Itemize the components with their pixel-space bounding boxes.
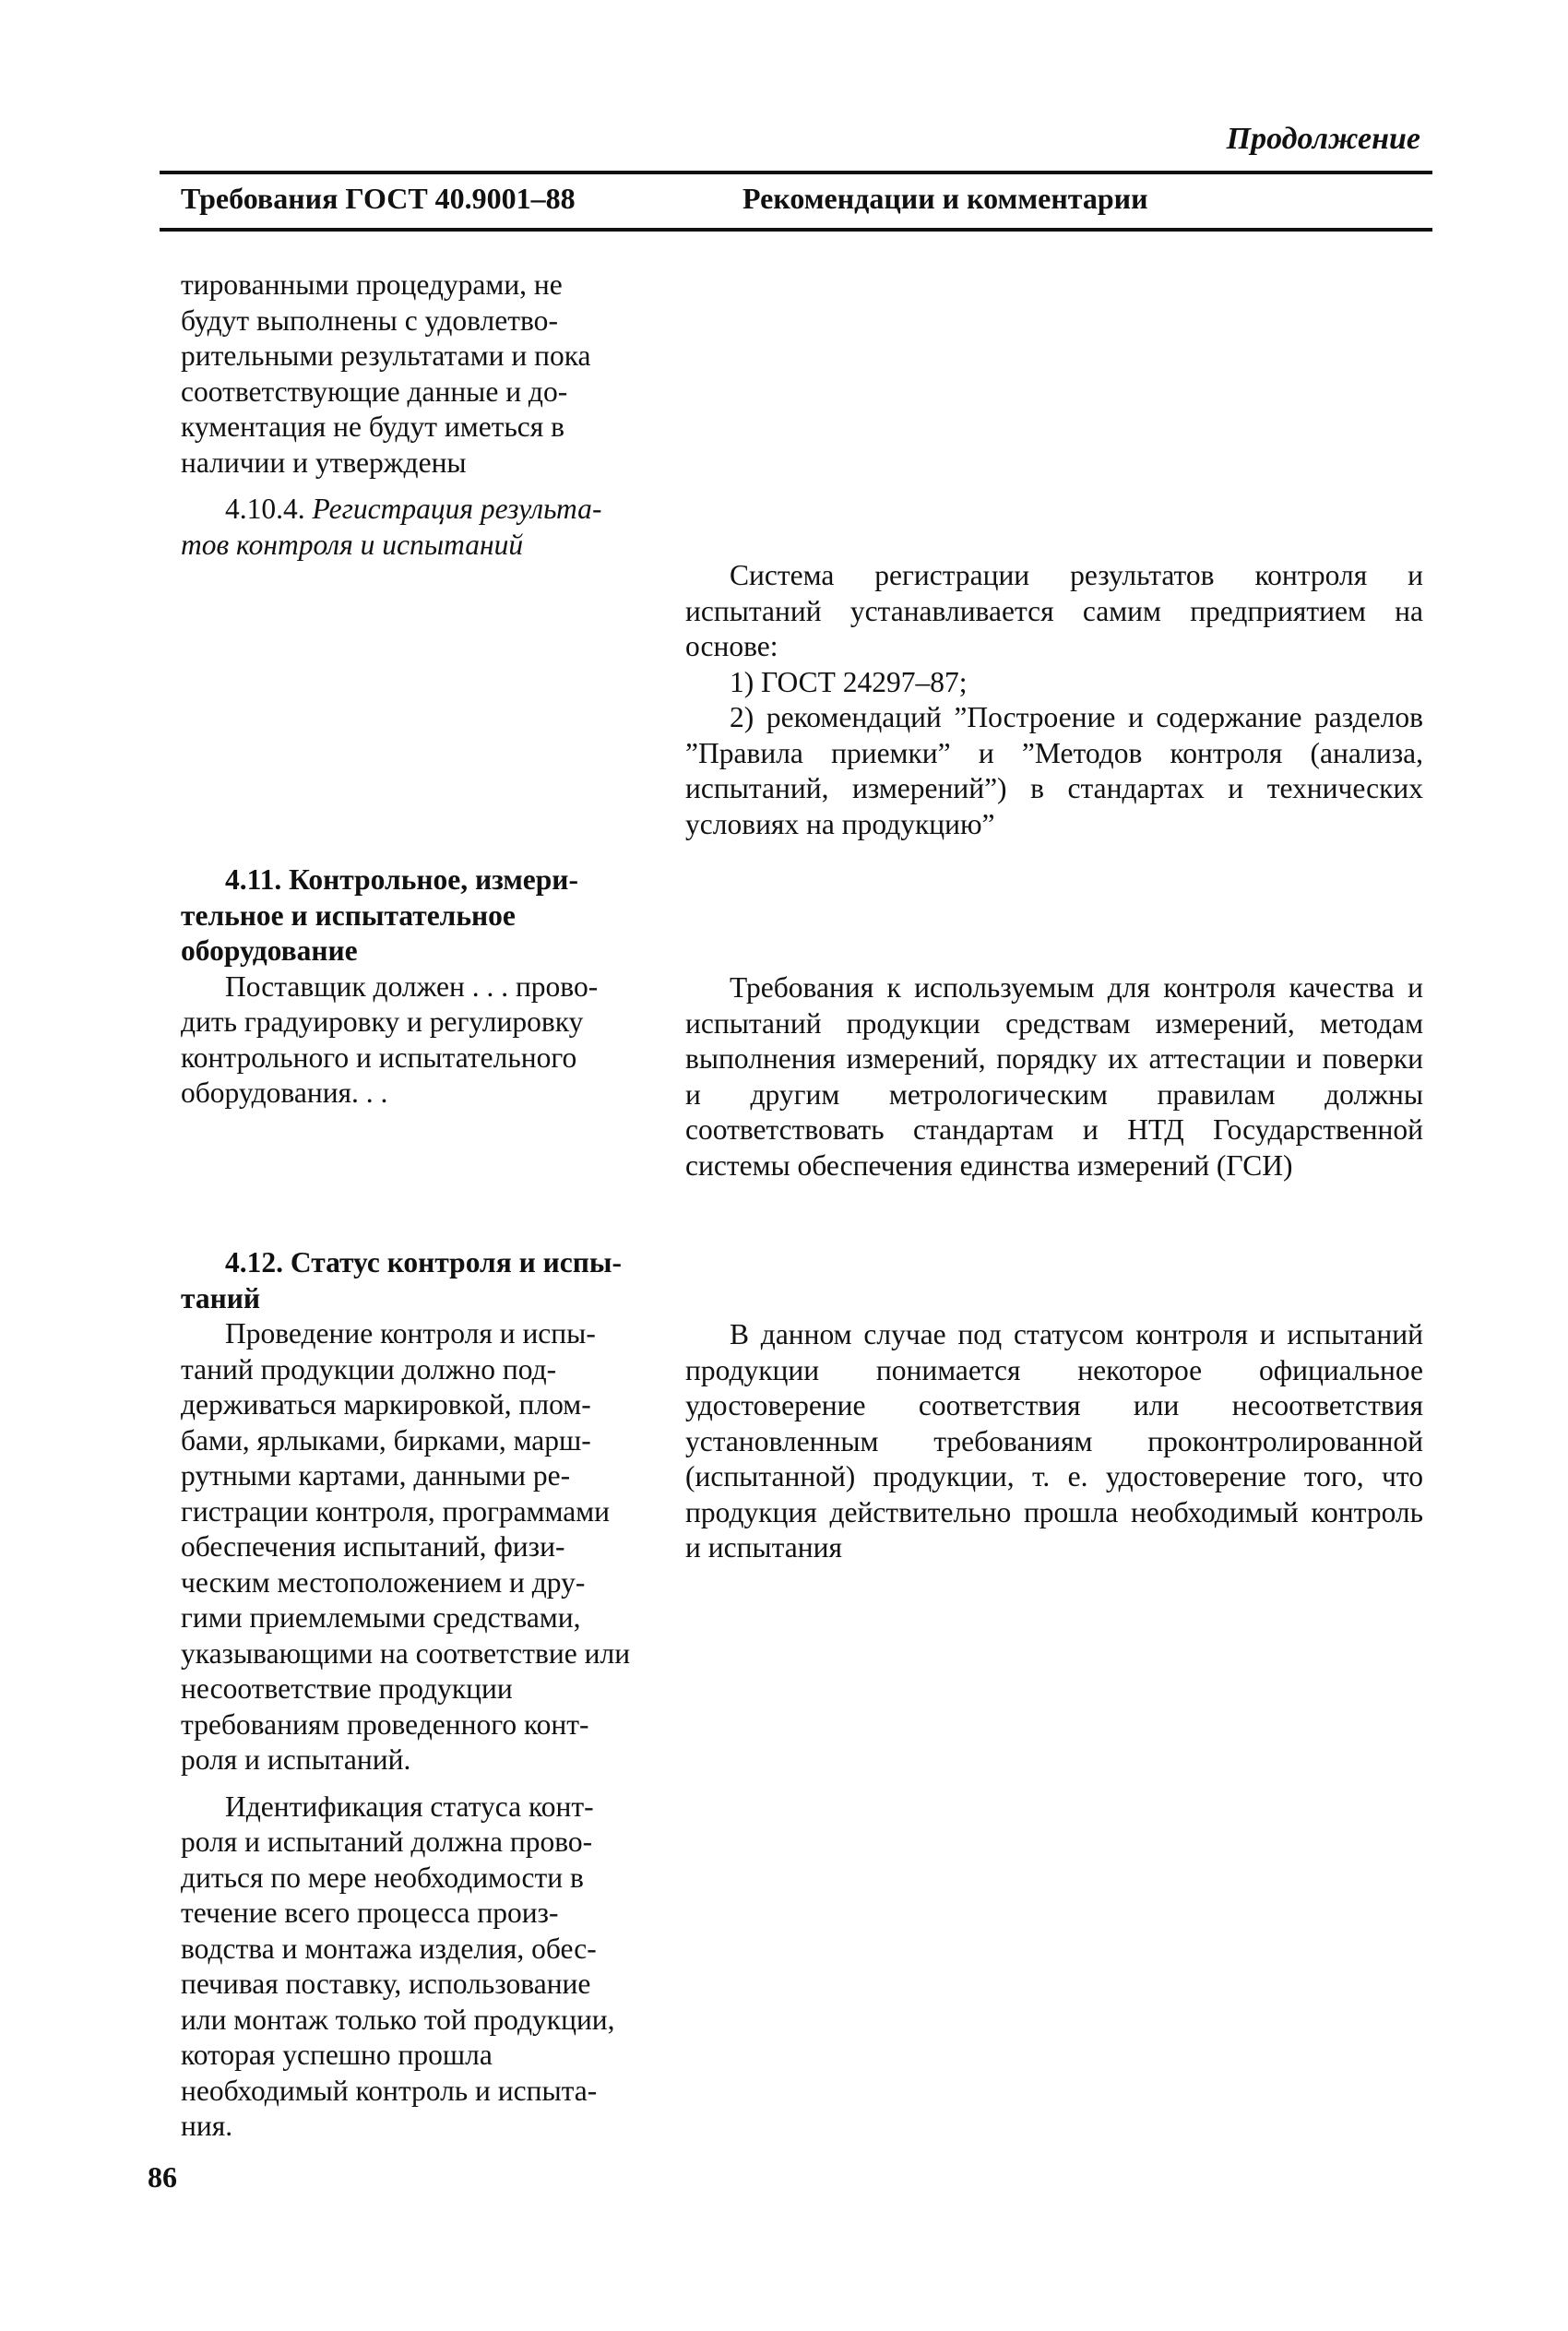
comment-equipment-text: Требования к используемым для контроля качества и испытаний продукции средствам измерений, методам выполнения измерений, порядку их аттестации и поверки и другим метрологическим правилам должны соответствовать стандартам и НТД Государственной системы обеспечения единства измерений (ГСИ): [685, 971, 1423, 1182]
continuation-label: Продолжение: [1226, 122, 1420, 156]
section-4-10-4-heading: [181, 492, 633, 563]
section-4-12-heading: 4.12. Статус контроля и испытаний: [181, 1246, 623, 1314]
comment-status-text: В данном случае под статусом контроля и испытаний продукции понимается некоторое официальное удостоверение соответствия или несоответствия установленным требованиям проконтролированной (испытанной) продукции, т. е. удостоверение того, что продукция действительно прошла необходимый контроль и испытания: [685, 1318, 1423, 1564]
page-number: 86: [148, 2160, 177, 2194]
column-header-requirements: Требования ГОСТ 40.9001–88: [181, 182, 576, 215]
left-carry-paragraph: [181, 268, 633, 563]
comment-registration: [685, 558, 1423, 842]
header-bottom-rule: [160, 228, 1432, 232]
carry-text: тированными процедурами, не будут выполнены с удовлетворительными результатами и пока соответствующие данные и документация не будут иметься в наличии и утверждены: [181, 268, 591, 479]
section-4-10-4-number: 4.10.4.: [225, 493, 305, 525]
comment-registration-item-1: 1) ГОСТ 24297–87;: [730, 665, 968, 698]
section-4-11-text: Поставщик должен . . . проводить градуировку и регулировку контрольного и испытательного оборудования. . .: [181, 969, 599, 1109]
section-4-11: [181, 862, 633, 1112]
header-top-rule: [160, 171, 1432, 174]
section-4-12-text-2: Идентификация статуса контроля и испытаний должна проводиться по мере необходимости в течение всего процесса производства и монтажа изделия, обеспечивая поставку, использование или монтаж только той продукции, которая успешно прошла необходимый контроль и испытания.: [181, 1790, 615, 2142]
comment-equipment: [685, 970, 1423, 1183]
comment-registration-intro: Система регистрации результатов контроля и испытаний устанавливается самим предприятием на основе:: [685, 559, 1423, 662]
comment-registration-item-2: 2) рекомендаций ”Построение и содержание разделов ”Правила приемки” и ”Методов контроля (анализа, испытаний, измерений”) в стандартах и технических условиях на продукцию”: [685, 701, 1423, 840]
section-4-12-text-1: Проведение контроля и испытаний продукции должно поддерживаться маркировкой, пломбами, ярлыками, бирками, маршрутными картами, данными регистрации контроля, программами обеспечения испытаний, физическим местоположением и другими приемлемыми средствами, указывающими на соответствие или несоответствие продукции требованиям проведенного контроля и испытаний.: [181, 1317, 631, 1776]
column-header-recommendations: Рекомендации и комментарии: [742, 182, 1148, 215]
section-4-11-heading: 4.11. Контрольное, измерительное и испытательное оборудование: [181, 863, 578, 967]
section-4-12: [181, 1245, 633, 2145]
section-4-10-4-title: Регистрация результатов контроля и испытаний: [181, 493, 602, 561]
comment-status: [685, 1317, 1423, 1566]
